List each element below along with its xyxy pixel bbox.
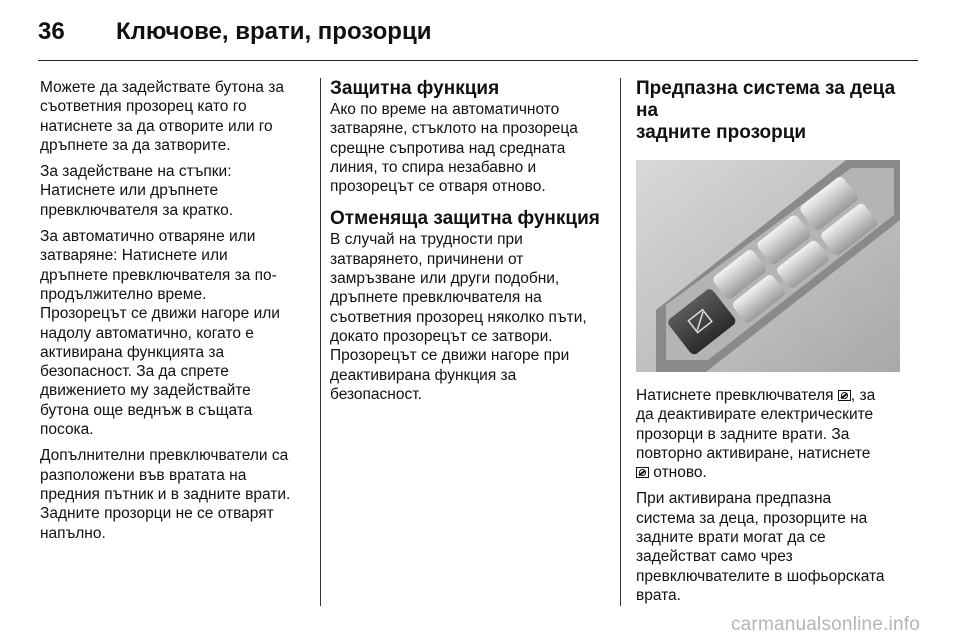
column-middle — [330, 78, 608, 411]
paragraph: Ако по време на автоматичното затваряне, стъклото на прозореца срещне съпротива над средната линия, то спира незабавно и прозорецът се отваря отново. — [330, 101, 578, 196]
paragraph: За задействане на стъпки: Натиснете или дръпнете превключвателя за кратко. — [40, 163, 234, 219]
chapter-title: Ключове, врати, прозорци — [116, 18, 432, 45]
column-divider — [320, 78, 321, 606]
column-right — [636, 78, 916, 612]
child-lock-icon — [838, 390, 851, 401]
column-divider — [620, 78, 621, 606]
section-heading-override: Отменяща защитна функция — [330, 208, 600, 230]
paragraph: Допълнителни превключватели са разположени във вратата на предния пътник и в задните врати. Задните прозорци не се отварят напълно. — [40, 447, 291, 542]
section-heading-protection: Защитна функция — [330, 78, 500, 99]
watermark: carmanualsonline.info — [730, 614, 920, 635]
column-left — [40, 78, 308, 550]
paragraph: Можете да задействате бутона за съответния прозорец като го натиснете за да отворите или го дръпнете за да затворите. — [40, 79, 284, 154]
section-heading-child-lock: Предпазна система за деца на задните прозорци — [636, 78, 896, 143]
window-switch-photo — [636, 160, 900, 372]
page-header — [38, 12, 918, 61]
paragraph-child-lock: Натиснете превключвателя , за да деактивирате електрическите прозорци в задните врати. За повторно активиране, натиснете отново. — [636, 387, 876, 482]
paragraph: За автоматично отваряне или затваряне: Натиснете или дръпнете превключвателя за по- продължително време. Прозорецът се движи нагоре или надолу автоматично, когато е активирана функцията за безопасност. За да спрете движението му задействайте бутона още веднъж в същата посока. — [40, 228, 280, 439]
paragraph: При активирана предпазна система за деца, прозорците на задните врати могат да се задействат само чрез превключвателите в шофьорската врата. — [636, 490, 885, 604]
page-number: 36 — [38, 18, 65, 45]
paragraph: В случай на трудности при затварянето, причинени от замръзване или други подобни, дръпнете превключвателя на съответния прозорец няколко пъти, докато прозорецът се затвори. Прозорецът се движи нагоре при деактивирана функция за безопасност. — [330, 231, 587, 403]
child-lock-icon — [636, 467, 649, 478]
